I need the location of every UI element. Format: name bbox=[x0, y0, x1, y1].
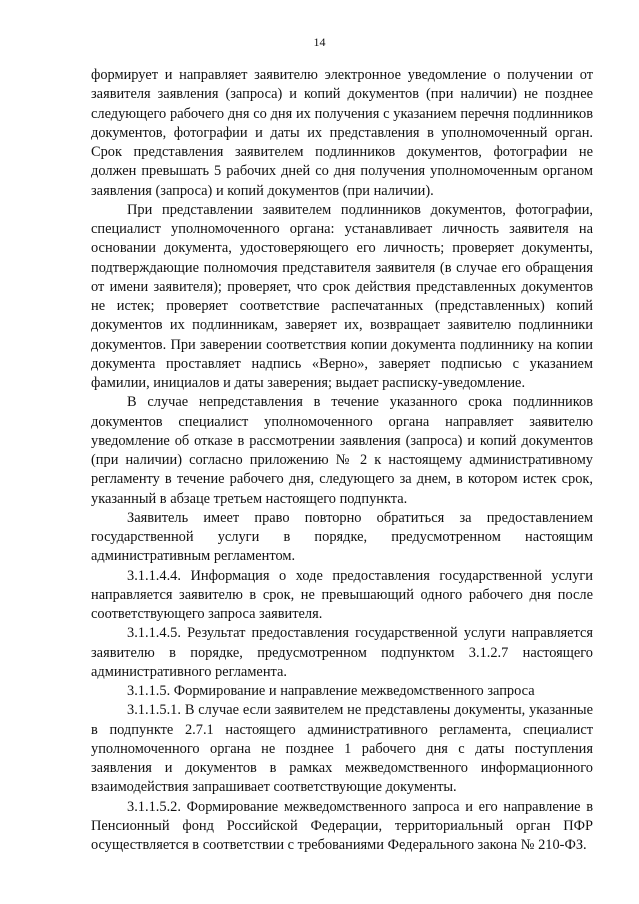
paragraph-3-1-1-4-5: 3.1.1.4.5. Результат предоставления государственной услуги направляется заявителю в порядке, предусмотренном подпунктом 3.1.2.7 настоящего административного регламента. bbox=[91, 625, 593, 680]
paragraph-reapply-right: Заявитель имеет право повторно обратиться за предоставлением государственной услуги в порядке, предусмотренном настоящим административным регламентом. bbox=[91, 509, 593, 565]
paragraph-originals-verification: При представлении заявителем подлинников документов, фотографии, специалист уполномоченного органа: устанавливает личность заявителя на основании документа, удостоверяющего его личность; проверяет документы, подтверждающие полномочия представителя заявителя (в случае его обращения от имени заявителя); проверяет, что срок действия представленных документов не истек; проверяет соответствие распечатанных (представленных) копий документов их подлинникам, заверяет их, возвращает заявителю подлинники документов. При заверении соответствия копии документа подлиннику на копии документа проставляет надпись «Верно», заверяет подписью с указанием фамилии, инициалов и даты заверения; выдает расписку-уведомление. bbox=[91, 201, 593, 391]
paragraph-3-1-1-5-heading: 3.1.1.5. Формирование и направление межведомственного запроса bbox=[127, 683, 535, 699]
paragraph-refusal-notice: В случае непредставления в течение указанного срока подлинников документов специалист уполномоченного органа направляет заявителю уведомление об отказе в рассмотрении заявления (запроса) и копий документов (при наличии) согласно приложению № 2 к настоящему административному регламенту в течение рабочего дня, следующего за днем, в котором истек срок, указанный в абзаце третьем настоящего подпункта. bbox=[91, 394, 593, 507]
document-body bbox=[91, 66, 593, 855]
paragraph-3-1-1-4-4: 3.1.1.4.4. Информация о ходе предоставления государственной услуги направляется заявителю в срок, не превышающий одного рабочего дня после соответствующего запроса заявителя. bbox=[91, 567, 593, 622]
page-number: 14 bbox=[313, 35, 326, 49]
paragraph-3-1-1-5-2: 3.1.1.5.2. Формирование межведомственного запроса и его направление в Пенсионный фонд Российской Федерации, территориальный орган ПФР осуществляется в соответствии с требованиями Федерального закона № 210-ФЗ. bbox=[91, 798, 593, 853]
paragraph-electronic-notice: формирует и направляет заявителю электронное уведомление о получении от заявителя заявления (запроса) и копий документов (при наличии) не позднее следующего рабочего дня со дня их получения с указанием перечня подлинников документов, фотографии и даты их представления в уполномоченный орган. Срок представления заявителем подлинников документов, фотографии не должен превышать 5 рабочих дней со дня получения уполномоченным органом заявления (запроса) и копий документов (при наличии). bbox=[91, 67, 593, 199]
paragraph-3-1-1-5-1: 3.1.1.5.1. В случае если заявителем не представлены документы, указанные в подпункте 2.7.1 настоящего административного регламента, специалист уполномоченного органа не позднее 1 рабочего дня с даты поступления заявления и документов в рамках межведомственного информационного взаимодействия запрашивает соответствующие документы. bbox=[91, 702, 593, 796]
